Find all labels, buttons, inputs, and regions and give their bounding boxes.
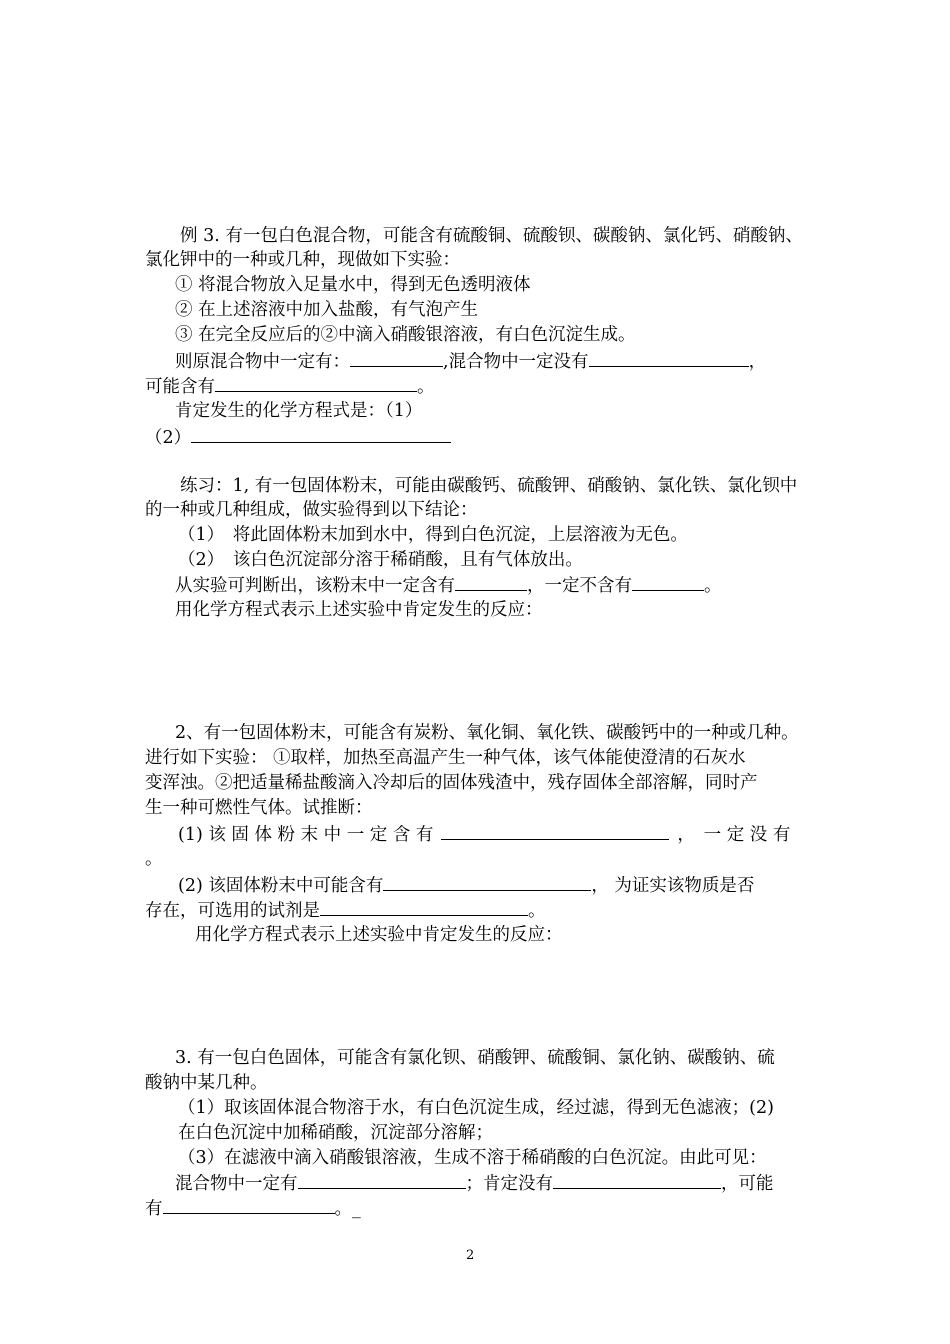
ex3-q1-text-b: ,混合物中一定没有 (443, 352, 589, 372)
pr2-line-2: 进行如下实验： ①取样，加热至高温产生一种气体，该气体能使澄清的石灰水 (145, 748, 746, 768)
pr3-step-1: （1）取该固体混合物溶于水，有白色沉淀生成，经过滤，得到无色滤液；(2) (178, 1098, 774, 1118)
pr1-question-2: 用化学方程式表示上述实验中肯定发生的反应： (175, 600, 543, 620)
ex3-blank-equation-2[interactable] (191, 425, 451, 443)
pr3-q1-text-b: ；肯定没有 (465, 1174, 553, 1194)
ex3-q2-text-b: 。 (417, 377, 435, 397)
ex3-line-2: 氯化钾中的一种或几种，现做如下实验： (145, 250, 460, 270)
pr2-blank-reagent[interactable] (320, 898, 528, 916)
pr2-line-1: 2、有一包固体粉末，可能含有炭粉、氧化铜、氧化铁、碳酸钙中的一种或几种。 (175, 723, 799, 743)
pr1-line-2: 的一种或几种组成，做实验得到以下结论： (145, 500, 478, 520)
ex3-step-1: ① 将混合物放入足量水中，得到无色透明液体 (175, 275, 531, 295)
pr3-blank-absent[interactable] (553, 1171, 721, 1189)
pr3-q1-text-a: 混合物中一定有 (175, 1174, 298, 1194)
pr2-a1-text-a: (1) 该 固 体 粉 末 中 一 定 含 有 (178, 825, 434, 845)
pr3-blank-possible[interactable] (163, 1196, 335, 1214)
pr2-answer-1 (178, 822, 790, 847)
pr3-q2-text-a: 有 (145, 1199, 163, 1219)
ex3-q2-text-a: 可能含有 (145, 377, 215, 397)
ex3-q1-text-c: ， (748, 352, 767, 372)
pr2-blank-contains[interactable] (441, 822, 669, 840)
pr3-step-3: （3）在滤液中滴入硝酸银溶液，生成不溶于稀硝酸的白色沉淀。由此可见： (178, 1148, 767, 1168)
pr2-line-4: 生一种可燃性气体。试推断： (145, 798, 373, 818)
ex3-question-1 (175, 349, 766, 374)
pr1-conclusion-2: （2） 该白色沉淀部分溶于稀硝酸，且有气体放出。 (178, 550, 583, 570)
pr3-question-1 (175, 1171, 774, 1196)
ex3-q1-text-a: 则原混合物中一定有： (175, 352, 350, 372)
ex3-equation-2 (145, 425, 451, 450)
pr2-a3-text-a: 存在，可选用的试剂是 (145, 901, 320, 921)
pr2-equation: 用化学方程式表示上述实验中肯定发生的反应： (195, 925, 563, 945)
pr1-q1-text-b: ，一定不含有 (527, 576, 632, 596)
pr2-a2-text-b: ， 为证实该物质是否 (591, 876, 755, 896)
ex3-blank-definite[interactable] (350, 349, 443, 367)
page-number: 2 (466, 1248, 475, 1263)
pr3-line-1: 3. 有一包白色固体，可能含有氯化钡、硝酸钾、硫酸铜、氯化钠、碳酸钠、硫 (175, 1048, 775, 1068)
ex3-blank-absent[interactable] (589, 349, 749, 367)
pr3-step-2: 在白色沉淀中加稀硝酸，沉淀部分溶解； (178, 1123, 493, 1143)
pr2-answer-3 (145, 898, 546, 923)
pr3-question-2 (145, 1196, 361, 1221)
ex3-blank-possible[interactable] (215, 374, 417, 392)
ex3-equation-1: 肯定发生的化学方程式是：（1） (175, 401, 423, 421)
pr3-q1-text-c: ，可能 (721, 1174, 774, 1194)
pr2-blank-possible[interactable] (383, 873, 591, 891)
pr2-answer-2 (178, 873, 754, 898)
pr3-q2-text-b: 。_ (334, 1199, 361, 1219)
ex3-step-3: ③ 在完全反应后的②中滴入硝酸银溶液，有白色沉淀生成。 (175, 325, 636, 345)
ex3-question-2 (145, 374, 435, 399)
pr3-blank-definite[interactable] (298, 1171, 466, 1189)
pr1-conclusion-1: （1） 将此固体粉末加到水中，得到白色沉淀，上层溶液为无色。 (178, 525, 688, 545)
pr3-line-2: 酸钠中某几种。 (145, 1073, 268, 1093)
ex3-step-2: ② 在上述溶液中加入盐酸，有气泡产生 (175, 300, 479, 320)
pr2-a3-text-b: 。 (528, 901, 546, 921)
ex3-eq2-label: （2） (145, 428, 192, 448)
pr1-question-1 (175, 573, 722, 598)
pr1-q1-text-c: 。 (704, 576, 722, 596)
pr1-q1-text-a: 从实验可判断出，该粉末中一定含有 (175, 576, 455, 596)
pr2-answer-1-end: 。 (145, 849, 163, 869)
pr1-blank-not-contains[interactable] (632, 573, 704, 591)
pr1-blank-contains[interactable] (455, 573, 527, 591)
pr2-line-3: 变浑浊。②把适量稀盐酸滴入冷却后的固体残渣中，残存固体全部溶解，同时产 (145, 773, 758, 793)
pr2-a2-text-a: (2) 该固体粉末中可能含有 (178, 876, 384, 896)
pr2-a1-text-b: ， 一 定 没 有 (677, 825, 791, 845)
ex3-line-1: 例 3. 有一包白色混合物，可能含有硫酸铜、硫酸钡、碳酸钠、氯化钙、硝酸钠、 (180, 226, 803, 246)
pr1-line-1: 练习：1, 有一包固体粉末，可能由碳酸钙、硫酸钾、硝酸钠、氯化铁、氯化钡中 (180, 476, 798, 496)
